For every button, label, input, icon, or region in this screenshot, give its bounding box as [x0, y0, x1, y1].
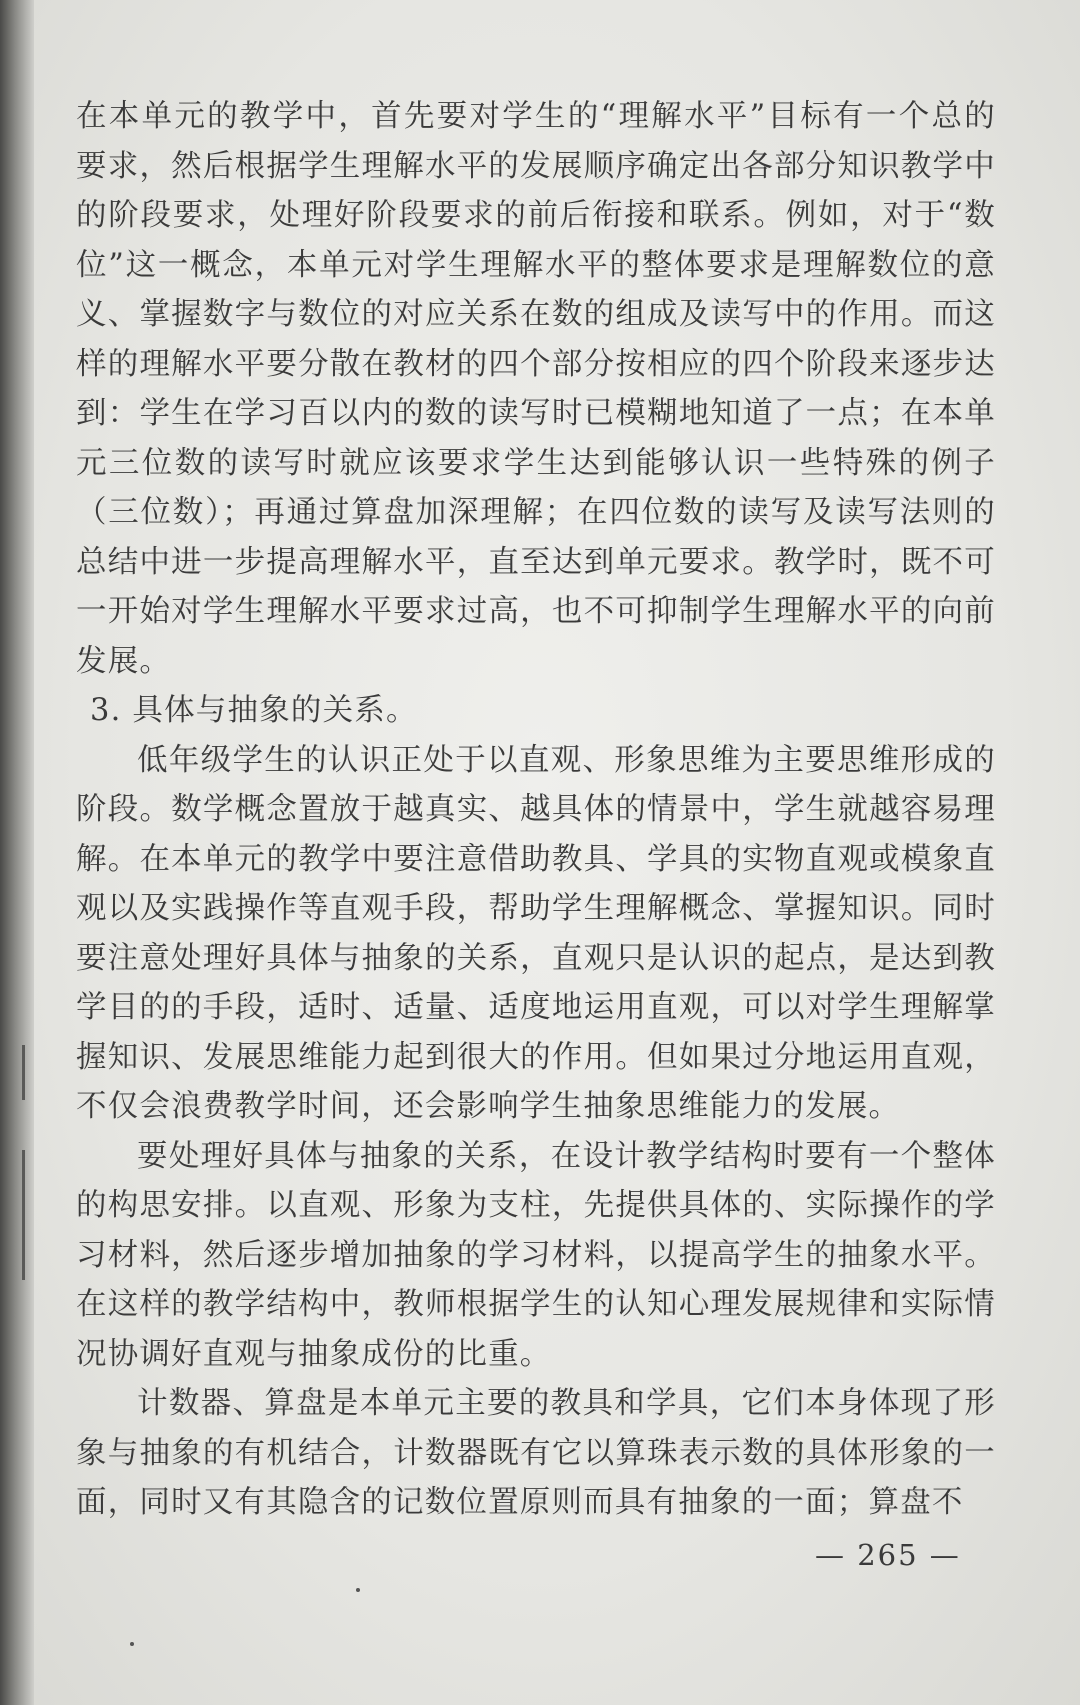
speck [130, 1642, 134, 1646]
margin-pencil-mark [22, 1150, 25, 1280]
paragraph-teaching-structure: 要处理好具体与抽象的关系，在设计教学结构时要有一个整体的构思安排。以直观、形象为支柱，先提供具体的、实际操作的学习材料，然后逐步增加抽象的学习材料，以提高学生的抽象水平。在这样的教学结构中，教师根据学生的认知心理发展规律和实际情况协调好直观与抽象成份的比重。 [76, 1138, 996, 1372]
paragraph-counter-abacus: 计数器、算盘是本单元主要的教具和学具，它们本身体现了形象与抽象的有机结合，计数器既有它以算珠表示数的具体形象的一面，同时又有其隐含的记数位置原则而具有抽象的一面；算盘不 [76, 1386, 996, 1520]
section-heading-concrete-abstract: 3. 具体与抽象的关系。 [90, 693, 418, 728]
page-body [76, 92, 996, 1528]
page-binding-shadow [0, 0, 34, 1705]
paragraph-understanding-level: 在本单元的教学中，首先要对学生的“理解水平”目标有一个总的要求，然后根据学生理解水平的发展顺序确定出各部分知识教学中的阶段要求，处理好阶段要求的前后衔接和联系。例如，对于“数位”这一概念，本单元对学生理解水平的整体要求是理解数位的意义、掌握数字与数位的对应关系在数的组成及读写中的作用。而这样的理解水平要分散在教材的四个部分按相应的四个阶段来逐步达到：学生在学习百以内的数的读写时已模糊地知道了一点；在本单元三位数的读写时就应该要求学生达到能够认识一些特殊的例子（三位数）；再通过算盘加深理解；在四位数的读写及读写法则的总结中进一步提高理解水平，直至达到单元要求。教学时，既不可一开始对学生理解水平要求过高，也不可抑制学生理解水平的向前发展。 [76, 99, 996, 679]
margin-pencil-mark [22, 1045, 25, 1100]
speck [356, 1588, 360, 1592]
page-number: — 265 — [815, 1538, 961, 1572]
paragraph-intuitive-thinking: 低年级学生的认识正处于以直观、形象思维为主要思维形成的阶段。数学概念置放于越真实、越具体的情景中，学生就越容易理解。在本单元的教学中要注意借助教具、学具的实物直观或模象直观以及实践操作等直观手段，帮助学生理解概念、掌握知识。同时要注意处理好具体与抽象的关系，直观只是认识的起点，是达到教学目的的手段，适时、适量、适度地运用直观，可以对学生理解掌握知识、发展思维能力起到很大的作用。但如果过分地运用直观，不仅会浪费教学时间，还会影响学生抽象思维能力的发展。 [76, 742, 996, 1124]
